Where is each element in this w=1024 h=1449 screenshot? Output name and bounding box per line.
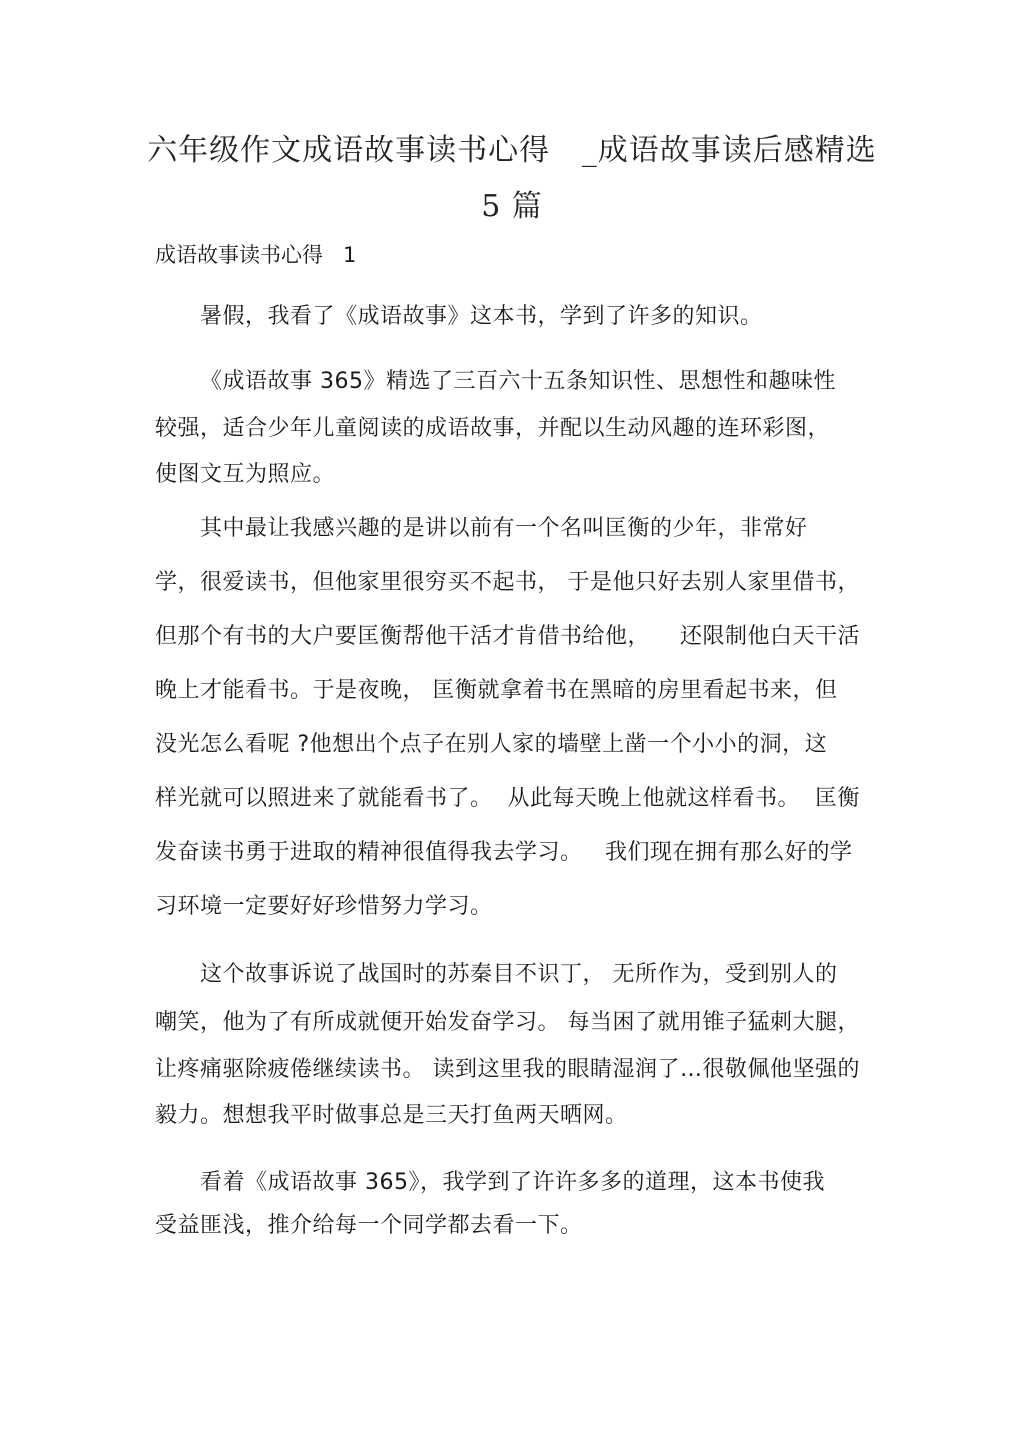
paragraph-line: 这个故事诉说了战国时的苏秦目不识丁， 无所作为，受到别人的 xyxy=(200,962,838,987)
paragraph-line: 《成语故事 365》精选了三百六十五条知识性、思想性和趣味性 xyxy=(200,369,836,394)
section-heading: 成语故事读书心得 1 xyxy=(155,243,357,267)
paragraph-line: 较强，适合少年儿童阅读的成语故事，并配以生动风趣的连环彩图， xyxy=(155,416,831,441)
paragraph-line: 受益匪浅，推介给每一个同学都去看一下。 xyxy=(155,1213,583,1238)
paragraph-line: 嘲笑，他为了有所成就便开始发奋学习。 每当困了就用锥子猛刺大腿， xyxy=(155,1010,860,1035)
paragraph-line: 暑假，我看了《成语故事》这本书，学到了许多的知识。 xyxy=(200,304,763,329)
paragraph-line: 让疼痛驱除疲倦继续读书。 读到这里我的眼睛湿润了…很敬佩他坚强的 xyxy=(155,1057,860,1082)
paragraph-line: 晚上才能看书。于是夜晚， 匡衡就拿着书在黑暗的房里看起书来，但 xyxy=(155,678,838,703)
paragraph-line: 看着《成语故事 365》，我学到了许许多多的道理，这本书使我 xyxy=(200,1170,825,1195)
paragraph-line: 毅力。想想我平时做事总是三天打鱼两天晒网。 xyxy=(155,1103,628,1128)
paragraph-line: 没光怎么看呢 ?他想出个点子在别人家的墙壁上凿一个小小的洞，这 xyxy=(155,732,828,757)
paragraph-line: 但那个有书的大户要匡衡帮他干活才肯借书给他， 还限制他白天干活 xyxy=(155,624,860,649)
document-title-line-1: 六年级作文成语故事读书心得 _成语故事读后感精选 xyxy=(147,133,877,168)
paragraph-line: 学，很爱读书，但他家里很穷买不起书， 于是他只好去别人家里借书， xyxy=(155,570,860,595)
document-title-line-2: 5 篇 xyxy=(481,189,543,224)
paragraph-line: 样光就可以照进来了就能看书了。 从此每天晚上他就这样看书。 匡衡 xyxy=(155,786,860,811)
paragraph-line: 习环境一定要好好珍惜努力学习。 xyxy=(155,894,493,919)
paragraph-line: 使图文互为照应。 xyxy=(155,462,336,487)
paragraph-line: 发奋读书勇于进取的精神很值得我去学习。 我们现在拥有那么好的学 xyxy=(155,840,853,865)
paragraph-line: 其中最让我感兴趣的是讲以前有一个名叫匡衡的少年，非常好 xyxy=(200,516,808,541)
